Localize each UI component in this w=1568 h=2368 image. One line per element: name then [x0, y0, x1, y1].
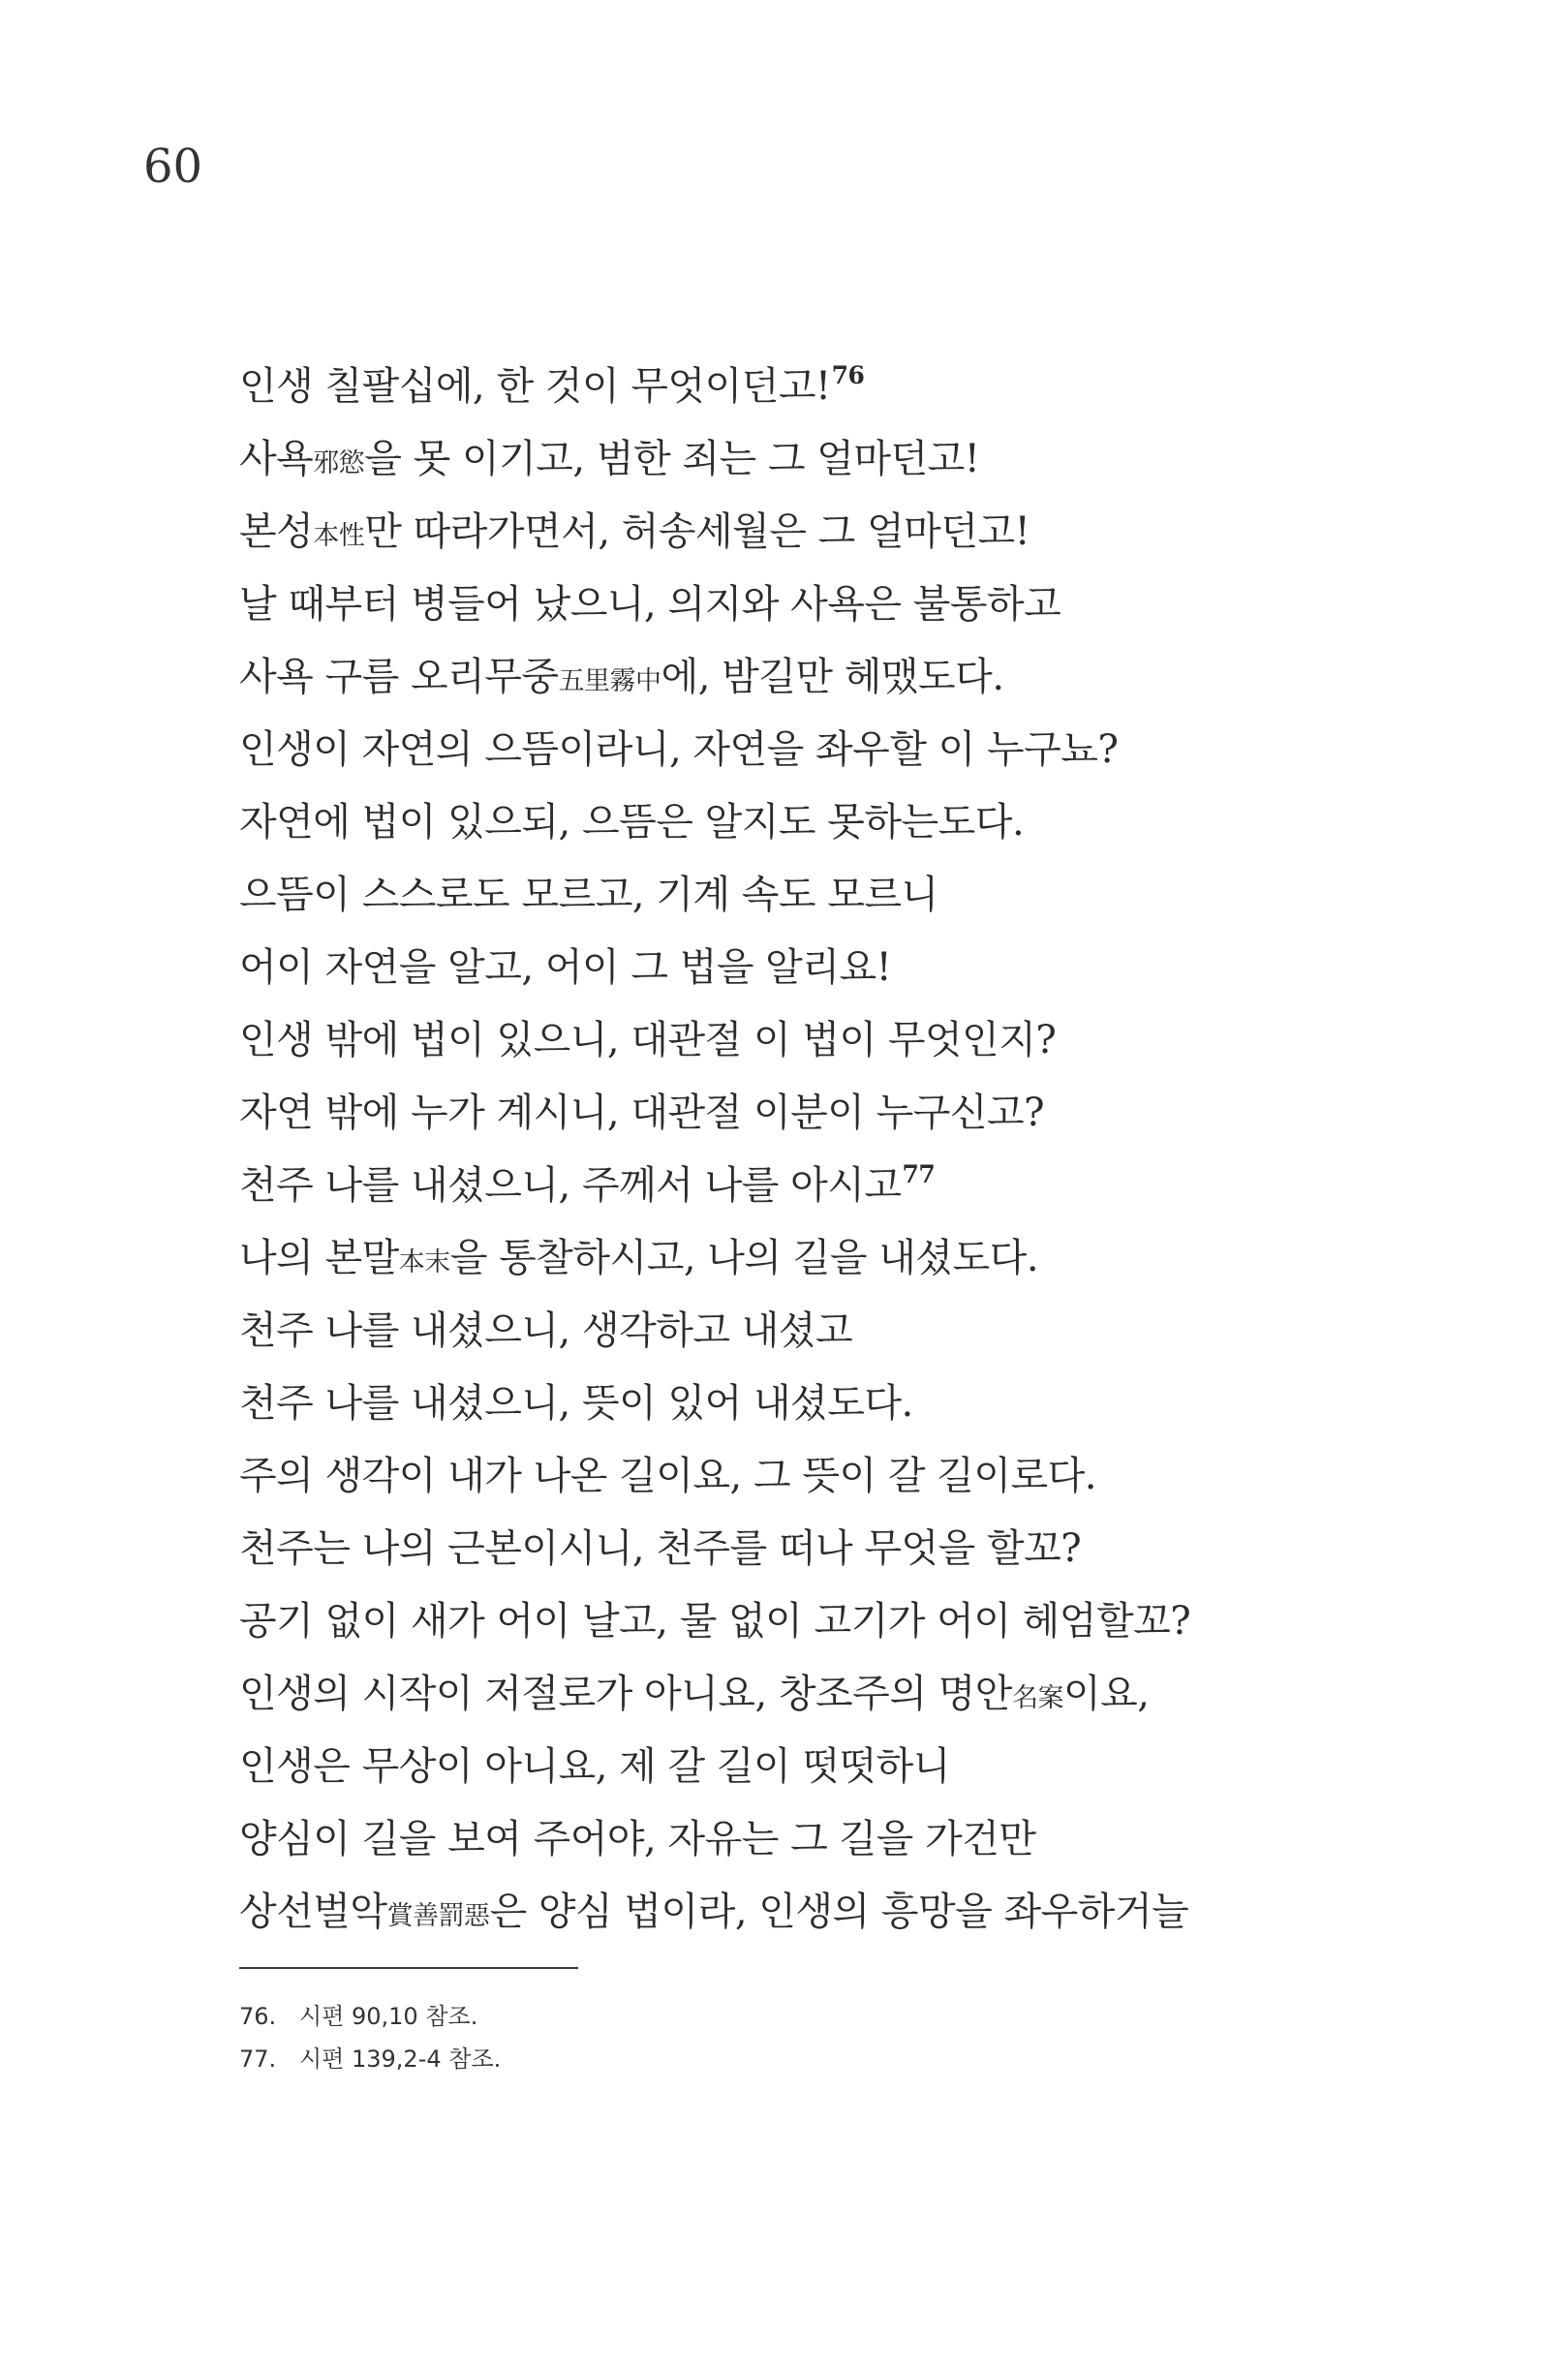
poem-line [239, 1731, 1479, 1803]
line-text: 사욕 구름 오리무중 [239, 655, 559, 699]
line-text: 만 따라가면서, 허송세월은 그 얼마던고! [364, 509, 1030, 554]
hanja-annotation: 本性 [313, 521, 365, 551]
poem-line [239, 1150, 1479, 1222]
page-number: 60 [143, 139, 203, 194]
line-text: 인생은 무상이 아니요, 제 갈 길이 떳떳하니 [239, 1744, 950, 1789]
footnote-text: 시편 139,2-4 참조. [299, 2045, 502, 2073]
hanja-annotation: 賞善罰惡 [386, 1901, 490, 1931]
footnote-number: 76. [239, 2003, 277, 2030]
poem-line [239, 1585, 1479, 1658]
line-text: 천주 나를 내셨으니, 뜻이 있어 내셨도다. [239, 1381, 913, 1426]
poem-line [239, 1876, 1479, 1949]
poem-line [239, 1004, 1479, 1077]
poem-line [239, 1295, 1479, 1368]
poem-line [239, 1513, 1479, 1585]
line-text: 자연에 법이 있으되, 으뜸은 알지도 못하는도다. [239, 800, 1025, 845]
line-text: 상선벌악 [239, 1890, 387, 1934]
footnote-divider [239, 1967, 578, 1969]
hanja-annotation: 名案 [1011, 1683, 1063, 1713]
poem-line [239, 1440, 1479, 1513]
line-text: 인생의 시작이 저절로가 아니요, 창조주의 명안 [239, 1672, 1012, 1716]
line-text: 나의 본말 [239, 1236, 399, 1280]
footnote [239, 2038, 501, 2080]
poem-line [239, 1658, 1479, 1731]
poem-line [239, 1222, 1479, 1295]
line-text: 을 못 이기고, 범한 죄는 그 얼마던고! [364, 437, 980, 481]
line-text: 인생이 자연의 으뜸이라니, 자연을 좌우할 이 누구뇨? [239, 727, 1119, 772]
line-text: 본성 [239, 509, 314, 554]
line-text: 주의 생각이 내가 나온 길이요, 그 뜻이 갈 길이로다. [239, 1454, 1096, 1498]
poem-body [239, 351, 1479, 1949]
line-text: 공기 없이 새가 어이 날고, 물 없이 고기가 어이 헤엄할꼬? [239, 1599, 1191, 1644]
footnote [239, 1995, 501, 2038]
footnotes [239, 1995, 501, 2080]
poem-line [239, 496, 1479, 569]
line-text: 어이 자연을 알고, 어이 그 법을 알리요! [239, 945, 892, 990]
footnote-number: 77. [239, 2045, 277, 2073]
line-text: 천주는 나의 근본이시니, 천주를 떠나 무엇을 할꼬? [239, 1526, 1082, 1571]
poem-line [239, 1803, 1479, 1876]
line-text: 날 때부터 병들어 났으니, 의지와 사욕은 불통하고 [239, 582, 1061, 627]
footnote-reference: 77 [902, 1160, 936, 1188]
line-text: 인생 밖에 법이 있으니, 대관절 이 법이 무엇인지? [239, 1018, 1057, 1062]
hanja-annotation: 五里霧中 [558, 666, 661, 696]
poem-line [239, 859, 1479, 932]
poem-line [239, 1368, 1479, 1440]
poem-line [239, 786, 1479, 859]
poem-line [239, 1077, 1479, 1150]
hanja-annotation: 邪慾 [313, 448, 365, 478]
poem-line [239, 932, 1479, 1004]
line-text: 사욕 [239, 437, 314, 481]
poem-line [239, 423, 1479, 496]
line-text: 에, 밤길만 헤맸도다. [661, 655, 1004, 699]
poem-line [239, 569, 1479, 641]
footnote-reference: 76 [831, 361, 865, 389]
footnote-text: 시편 90,10 참조. [299, 2003, 478, 2030]
line-text: 양심이 길을 보여 주어야, 자유는 그 길을 가건만 [239, 1817, 1036, 1861]
line-text: 이요, [1062, 1672, 1150, 1716]
line-text: 으뜸이 스스로도 모르고, 기계 속도 모르니 [239, 873, 938, 917]
line-text: 천주 나를 내셨으니, 생각하고 내셨고 [239, 1308, 853, 1353]
poem-line [239, 714, 1479, 786]
line-text: 천주 나를 내셨으니, 주께서 나를 아시고 [239, 1163, 902, 1208]
line-text: 자연 밖에 누가 계시니, 대관절 이분이 누구신고? [239, 1091, 1045, 1135]
line-text: 은 양심 법이라, 인생의 흥망을 좌우하거늘 [489, 1890, 1189, 1934]
line-text: 을 통찰하시고, 나의 길을 내셨도다. [449, 1236, 1039, 1280]
poem-line [239, 351, 1479, 423]
hanja-annotation: 本末 [398, 1247, 450, 1277]
poem-line [239, 641, 1479, 714]
line-text: 인생 칠팔십에, 한 것이 무엇이던고! [239, 364, 831, 409]
